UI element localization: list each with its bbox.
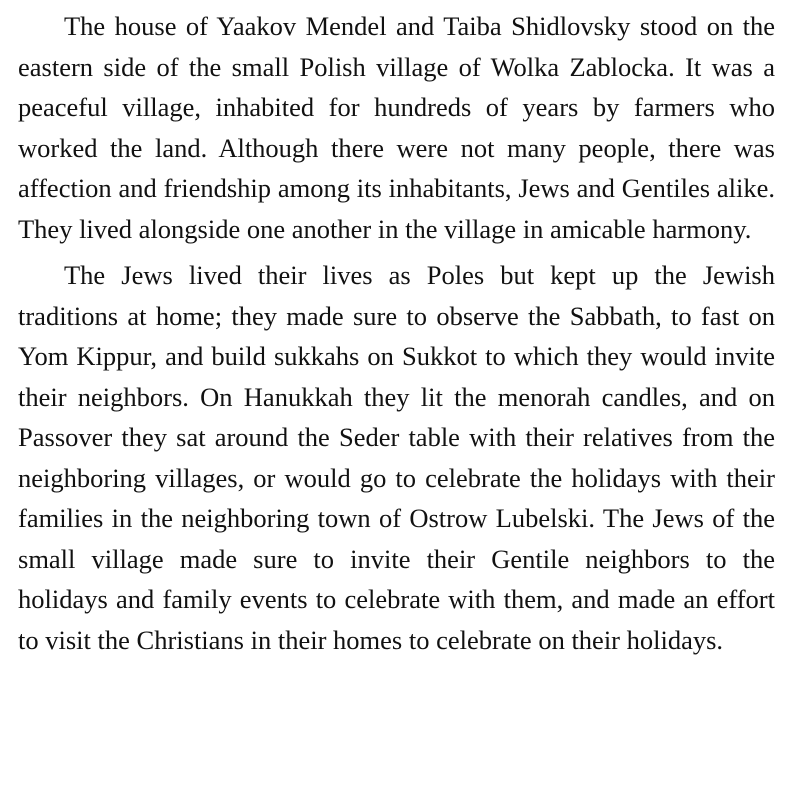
paragraph-1: The house of Yaakov Mendel and Taiba Shidlovsky stood on the eastern side of the small Polish village of Wolka Zablocka. It was a peaceful village, inhabited for hundreds of years by farmers who worked the land. Although there were not many people, there was affection and friendship among its inhabitants, Jews and Gentiles alike. They lived alongside one another in the village in amicable harmony. xyxy=(18,11,775,244)
document-page xyxy=(18,6,775,660)
paragraph-2: The Jews lived their lives as Poles but kept up the Jewish traditions at home; they made sure to observe the Sabbath, to fast on Yom Kippur, and build sukkahs on Sukkot to which they would invite their neighbors. On Hanukkah they lit the menorah candles, and on Passover they sat around the Seder table with their relatives from the neighboring villages, or would go to celebrate the holidays with their families in the neighboring town of Ostrow Lubelski. The Jews of the small village made sure to invite their Gentile neighbors to the holidays and family events to celebrate with them, and made an effort to visit the Christians in their homes to celebrate on their holidays. xyxy=(18,260,775,655)
